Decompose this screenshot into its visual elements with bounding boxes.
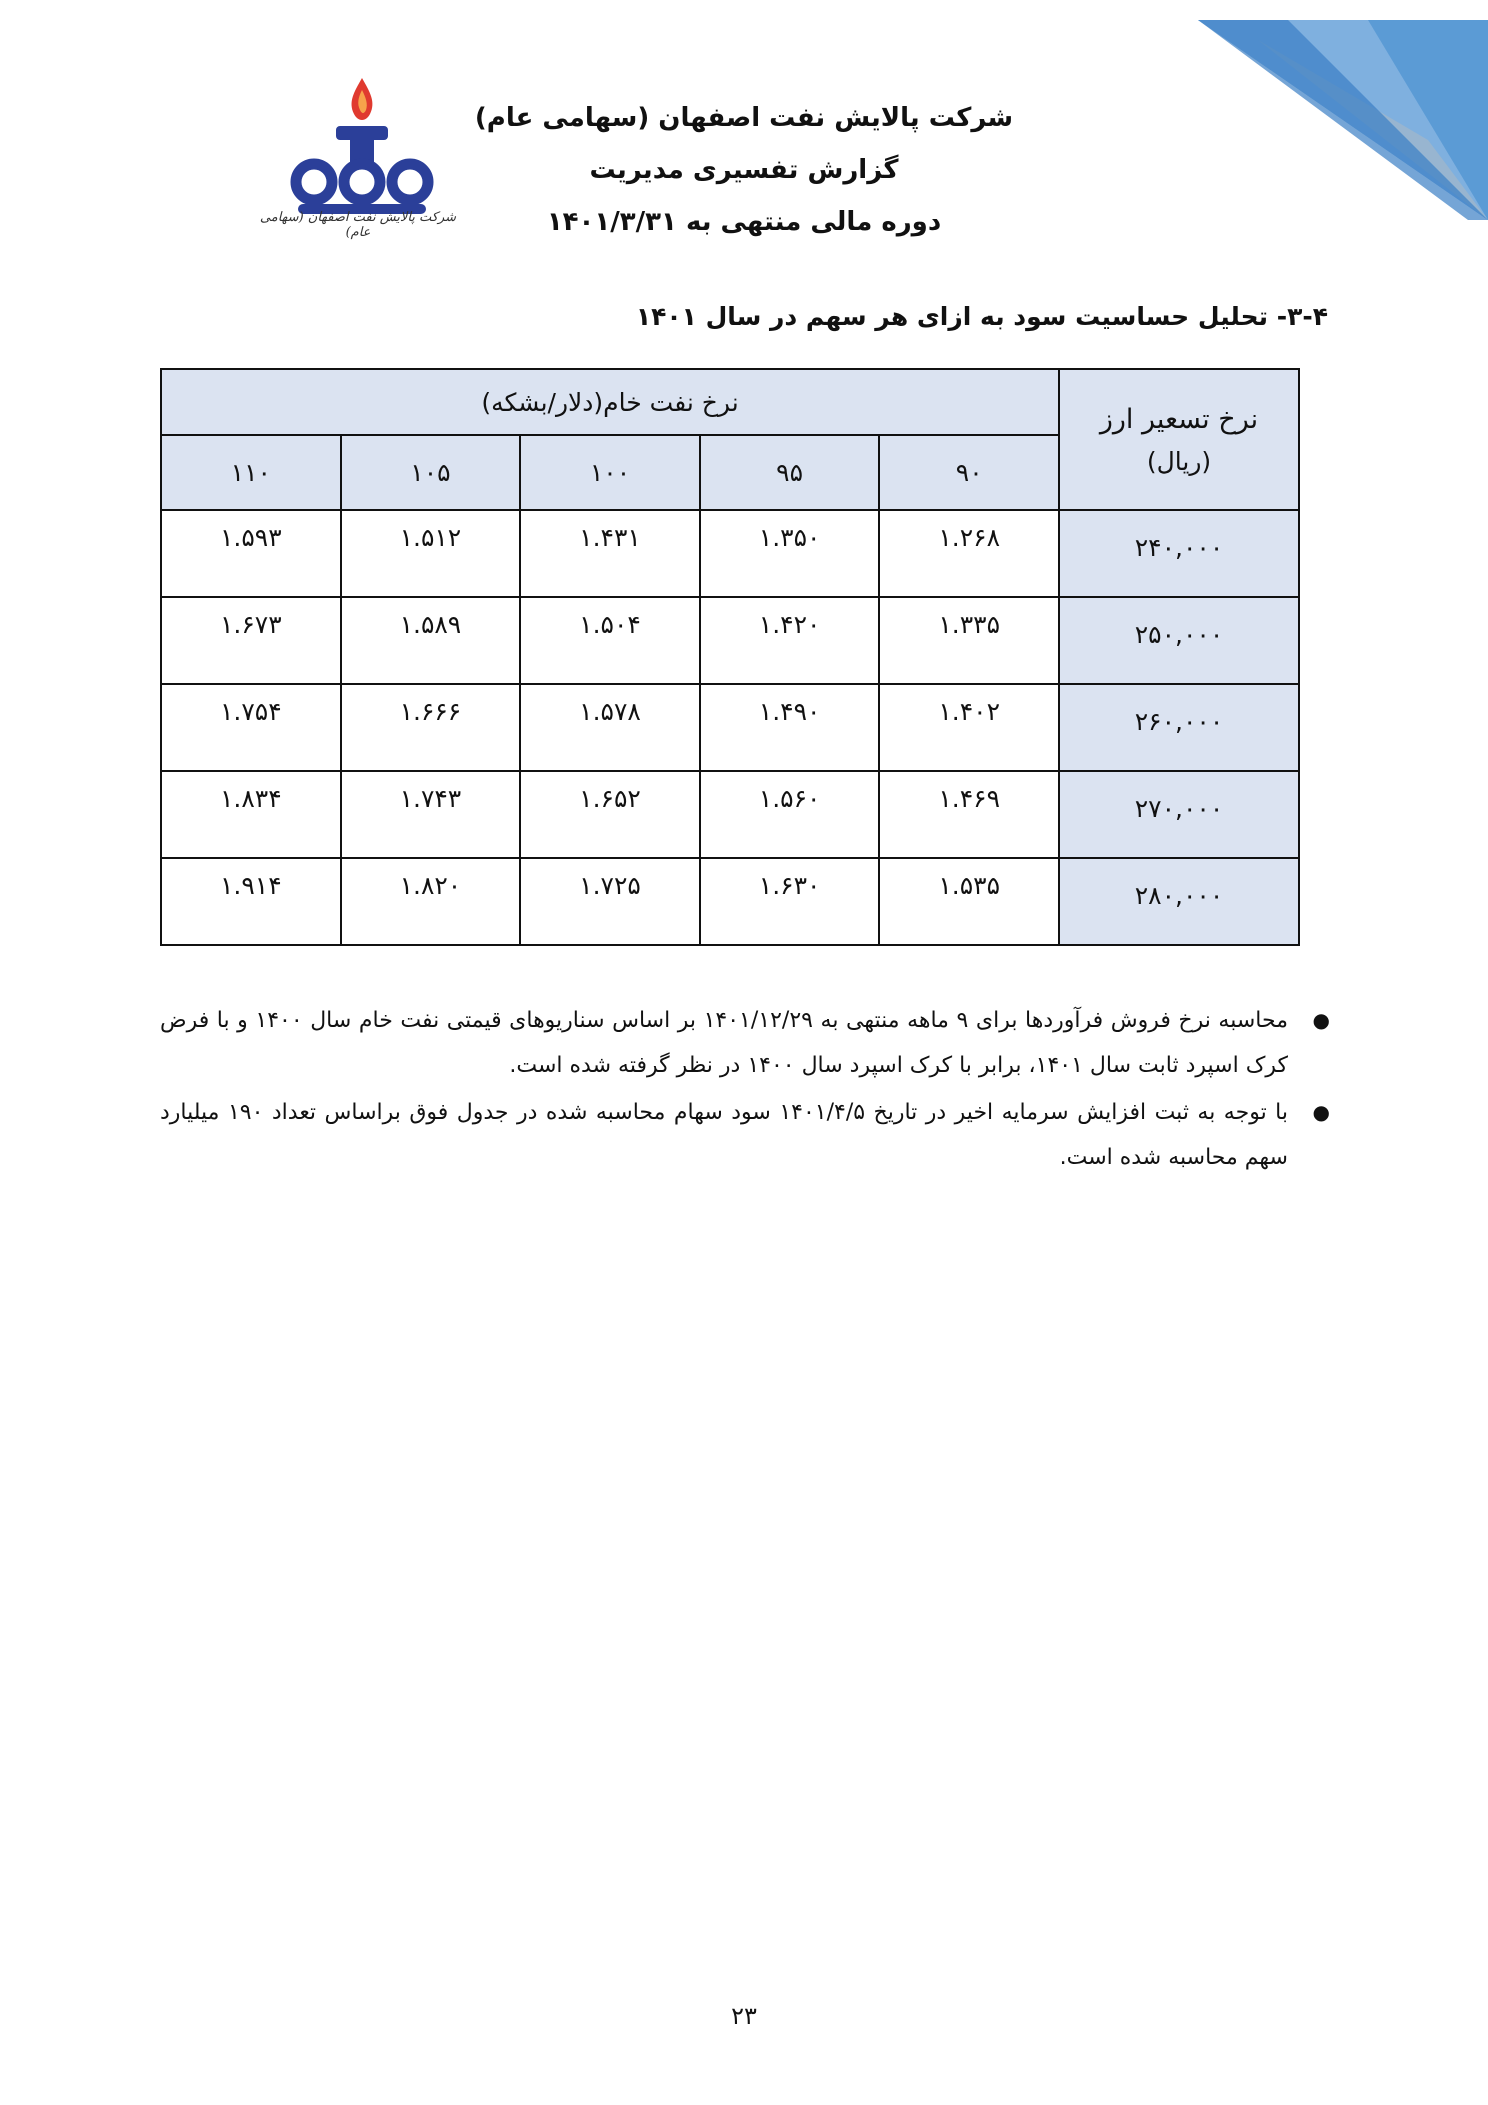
report-period: دوره مالی منتهی به ۱۴۰۱/۳/۳۱ <box>546 207 942 237</box>
column-header: ۱۰۰ <box>520 435 700 510</box>
rate-cell: ۲۴۰,۰۰۰ <box>1059 510 1299 597</box>
value-cell: ۱.۶۷۳ <box>161 597 341 684</box>
row-header-unit: (ریال) <box>1146 446 1212 476</box>
bullet-icon: ● <box>1312 1100 1330 1124</box>
value-cell: ۱.۳۵۰ <box>700 510 880 597</box>
value-cell: ۱.۴۹۰ <box>700 684 880 771</box>
value-cell: ۱.۵۹۳ <box>161 510 341 597</box>
section-title: ۳-۴- تحلیل حساسیت سود به ازای هر سهم در سال ۱۴۰۱ <box>635 302 1328 331</box>
rate-cell: ۲۷۰,۰۰۰ <box>1059 771 1299 858</box>
eps-sensitivity-table <box>160 368 1300 946</box>
document-header <box>0 92 1488 248</box>
company-name: شرکت پالایش نفت اصفهان (سهامی عام) <box>474 103 1014 133</box>
column-header: ۱۱۰ <box>161 435 341 510</box>
value-cell: ۱.۵۱۲ <box>341 510 521 597</box>
column-header: ۱۰۵ <box>341 435 521 510</box>
value-cell: ۱.۴۲۰ <box>700 597 880 684</box>
value-cell: ۱.۵۳۵ <box>879 858 1059 945</box>
note-text: با توجه به ثبت افزایش سرمایه اخیر در تاریخ ۱۴۰۱/۴/۵ سود سهام محاسبه شده در جدول فوق براساس تعداد ۱۹۰ میلیارد سهم محاسبه شده است. <box>160 1100 1288 1170</box>
notes-list <box>160 998 1330 1182</box>
value-cell: ۱.۶۶۶ <box>341 684 521 771</box>
value-cell: ۱.۳۳۵ <box>879 597 1059 684</box>
value-cell: ۱.۵۶۰ <box>700 771 880 858</box>
value-cell: ۱.۵۸۹ <box>341 597 521 684</box>
value-cell: ۱.۸۳۴ <box>161 771 341 858</box>
row-header-cell <box>1059 369 1299 510</box>
table-row <box>161 597 1299 684</box>
value-cell: ۱.۸۲۰ <box>341 858 521 945</box>
page-number: ۲۳ <box>731 2002 757 2030</box>
rate-cell: ۲۸۰,۰۰۰ <box>1059 858 1299 945</box>
value-cell: ۱.۵۷۸ <box>520 684 700 771</box>
column-header: ۹۰ <box>879 435 1059 510</box>
note-text: محاسبه نرخ فروش فرآوردها برای ۹ ماهه منتهی به ۱۴۰۱/۱۲/۲۹ بر اساس سناریوهای قیمتی نفت خام سال ۱۴۰۰ و با فرض کرک اسپرد ثابت سال ۱۴۰۱، برابر با کرک اسپرد سال ۱۴۰۰ در نظر گرفته شده است. <box>160 1008 1288 1078</box>
column-header: ۹۵ <box>700 435 880 510</box>
value-cell: ۱.۹۱۴ <box>161 858 341 945</box>
list-item <box>160 998 1330 1088</box>
logo-caption: شرکت پالایش نفت اصفهان (سهامی عام) <box>259 210 457 240</box>
value-cell: ۱.۴۶۹ <box>879 771 1059 858</box>
value-cell: ۱.۷۴۳ <box>341 771 521 858</box>
value-cell: ۱.۶۳۰ <box>700 858 880 945</box>
value-cell: ۱.۷۵۴ <box>161 684 341 771</box>
report-title: گزارش تفسیری مدیریت <box>589 155 899 185</box>
value-cell: ۱.۷۲۵ <box>520 858 700 945</box>
table-row <box>161 771 1299 858</box>
table-row <box>161 858 1299 945</box>
value-cell: ۱.۲۶۸ <box>879 510 1059 597</box>
table-row <box>161 510 1299 597</box>
rate-cell: ۲۵۰,۰۰۰ <box>1059 597 1299 684</box>
table-row <box>161 684 1299 771</box>
value-cell: ۱.۴۳۱ <box>520 510 700 597</box>
value-cell: ۱.۴۰۲ <box>879 684 1059 771</box>
rate-cell: ۲۶۰,۰۰۰ <box>1059 684 1299 771</box>
list-item <box>160 1090 1330 1180</box>
value-cell: ۱.۵۰۴ <box>520 597 700 684</box>
col-group-header: نرخ نفت خام(دلار/بشکه) <box>161 369 1059 435</box>
row-header-label: نرخ تسعیر ارز <box>1099 403 1259 435</box>
bullet-icon: ● <box>1312 1008 1330 1032</box>
value-cell: ۱.۶۵۲ <box>520 771 700 858</box>
